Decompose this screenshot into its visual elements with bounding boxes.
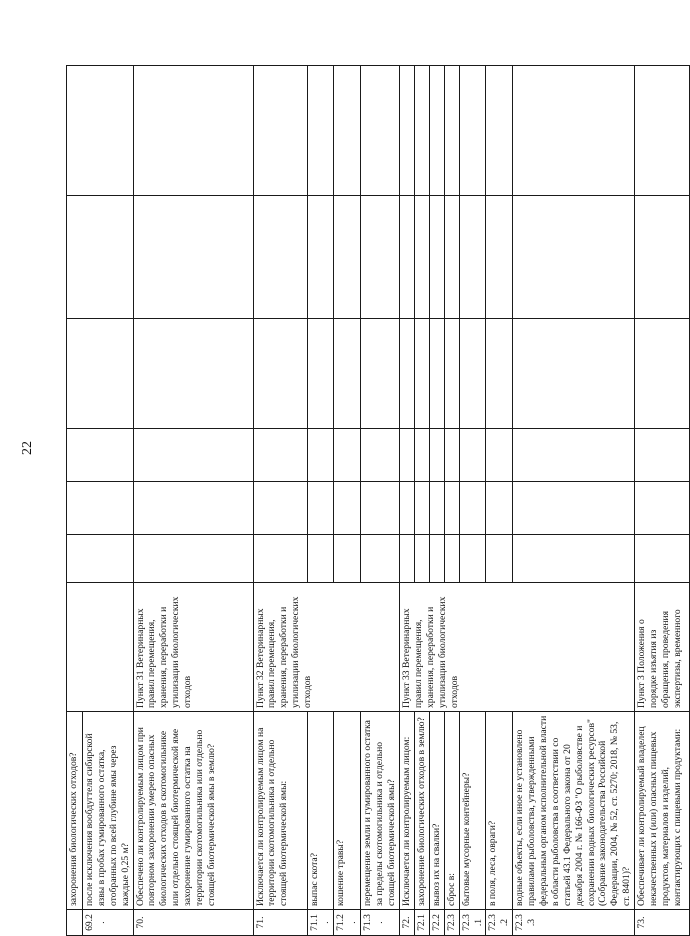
empty-cell [67,196,134,319]
question-cell: сброс в: [444,712,459,910]
question-cell: Исключается ли контролируемым лицом на территории скотомогильника и отдельно стоящей биотермической ямы: [253,712,307,910]
empty-cell [513,319,635,429]
row-number: 71.1. [307,910,334,936]
empty-cell [486,319,513,429]
empty-cell [400,429,415,482]
empty-cell [307,66,334,196]
row-number: 72.2 [429,910,444,936]
question-cell: вывоз их на свалки? [429,712,444,910]
empty-cell [307,319,334,429]
empty-cell [334,319,361,429]
question-cell: Исключается ли контролируемым лицом: [400,712,415,910]
empty-cell [400,535,415,583]
empty-cell [361,319,400,429]
row-number: 69.2. [83,910,134,936]
table-row [486,66,513,936]
empty-cell [415,66,430,196]
row-number: 71.3. [361,910,400,936]
table-row [361,66,400,936]
empty-cell [67,66,134,196]
empty-cell [334,429,361,482]
row-number: 72.3.3 [513,910,635,936]
checklist-page [66,66,683,936]
empty-cell [513,535,635,583]
empty-cell [429,319,444,429]
empty-cell [429,535,444,583]
empty-cell [459,66,486,196]
empty-cell [307,535,334,583]
empty-cell [361,196,400,319]
empty-cell [133,66,253,196]
empty-cell [253,196,307,319]
empty-cell [334,66,361,196]
row-number: 73. [635,910,690,936]
empty-cell [429,429,444,482]
empty-cell [400,196,415,319]
empty-cell [635,196,690,319]
question-cell: кошение травы? [334,712,361,910]
empty-cell [486,66,513,196]
requirement-cell: Пункт 31 Ветеринарных правил перемещения, хранения, переработки и утилизации биологических отходов [133,583,253,712]
empty-cell [444,319,459,429]
table-row [459,66,486,936]
empty-cell [513,482,635,535]
empty-cell [513,429,635,482]
empty-cell [307,196,334,319]
empty-cell [253,319,307,429]
table-row [635,66,690,936]
empty-cell [513,66,635,196]
requirement-cell: Пункт 3 Положения о порядке изъятия из обращения, проведения экспертизы, временного [635,583,690,712]
empty-cell [444,429,459,482]
question-cell: перемещение земли и гумированного остатка за пределы скотомогильника и отдельно стоящей биотермической ямы? [361,712,400,910]
empty-cell [400,319,415,429]
page-number: 22 [20,441,35,455]
empty-cell [635,535,690,583]
question-cell: в поля, леса, овраги? [486,712,513,910]
empty-cell [429,482,444,535]
empty-cell [486,482,513,535]
row-number: 71.2. [334,910,361,936]
empty-cell [415,429,430,482]
empty-cell [307,429,334,482]
empty-cell [253,429,307,482]
empty-cell [459,482,486,535]
row-number: 72. [400,910,415,936]
table-row [400,66,415,936]
empty-cell [444,535,459,583]
empty-cell [635,482,690,535]
empty-cell [444,482,459,535]
checklist-table [66,65,690,936]
empty-cell [635,66,690,196]
requirement-cell: Пункт 33 Ветеринарных правил перемещения, хранения, переработки и утилизации биологических отходов [400,583,635,712]
question-cell: водные объекты, если иное не установлено правилами рыболовства, утвержденными федеральным органом исполнительной власти в области рыболовства в соответствии со статьей 43.1 Федерального закона от 20 декабря 2004 г. № 166-ФЗ "О рыболовстве и сохранении водных биологических ресурсов" (Собрание законодательства Российской Федерации, 2004, № 52, ст. 5270; 2018, № 53, ст. 8401)? [513,712,635,910]
empty-cell [415,482,430,535]
empty-cell [334,535,361,583]
empty-cell [415,196,430,319]
empty-cell [444,66,459,196]
question-cell: захоронения биологических отходов? [67,712,83,910]
question-cell: Обеспечено ли контролируемым лицом при повторном захоронении умерено опасных биологических отходов в скотомогильнике или отдельно стоящей биотермической яме захоронение гумированного остатка на территории скотомогильника или отдельно стоящей биотермической ямы в землю? [133,712,253,910]
question-cell: после исключения вообдугтеля сибирской язвы в пробах гумированного остатка, отобранных по всей глубине ямы через каждые 0,25 м? [83,712,134,910]
empty-cell [67,429,134,482]
empty-cell [459,429,486,482]
table-row [444,66,459,936]
empty-cell [415,319,430,429]
empty-cell [133,482,253,535]
table-row [513,66,635,936]
empty-cell [400,482,415,535]
empty-cell [133,535,253,583]
empty-cell [486,429,513,482]
empty-cell [361,66,400,196]
empty-cell [444,196,459,319]
empty-cell [67,535,134,583]
empty-cell [635,429,690,482]
question-cell: бытовые мусорные контейнеры? [459,712,486,910]
empty-cell [361,535,400,583]
empty-cell [513,196,635,319]
empty-cell [459,535,486,583]
empty-cell [133,196,253,319]
table-row [253,66,307,936]
question-cell: выпас скота? [307,712,334,910]
row-number: 72.3.2 [486,910,513,936]
table-row [133,66,253,936]
table-row [307,66,334,936]
row-number: 72.3.1 [459,910,486,936]
empty-cell [133,429,253,482]
table-row [67,66,83,936]
empty-cell [486,535,513,583]
empty-cell [334,196,361,319]
empty-cell [253,66,307,196]
empty-cell [635,319,690,429]
empty-cell [400,66,415,196]
row-number: 72.3 [444,910,459,936]
empty-cell [253,482,307,535]
requirement-cell [67,583,134,712]
empty-cell [67,482,134,535]
empty-cell [486,196,513,319]
empty-cell [334,482,361,535]
question-cell: захоронение биологических отходов в землю? [415,712,430,910]
empty-cell [133,319,253,429]
empty-cell [307,482,334,535]
empty-cell [429,66,444,196]
requirement-cell: Пункт 32 Ветеринарных правил перемещения, хранения, переработки и утилизации биологических отходов [253,583,400,712]
empty-cell [429,196,444,319]
empty-cell [361,482,400,535]
row-number [67,910,83,936]
question-cell: Обеспечивает ли контролируемый владелец некачественных и (или) опасных пищевых продуктов, материалов и изделий, контактирующих с пищевыми продуктами: [635,712,690,910]
row-number: 72.1 [415,910,430,936]
empty-cell [459,196,486,319]
table-row [429,66,444,936]
row-number: 70. [133,910,253,936]
table-row [334,66,361,936]
table-row [415,66,430,936]
empty-cell [67,319,134,429]
row-number: 71. [253,910,307,936]
empty-cell [253,535,307,583]
empty-cell [459,319,486,429]
empty-cell [361,429,400,482]
empty-cell [415,535,430,583]
